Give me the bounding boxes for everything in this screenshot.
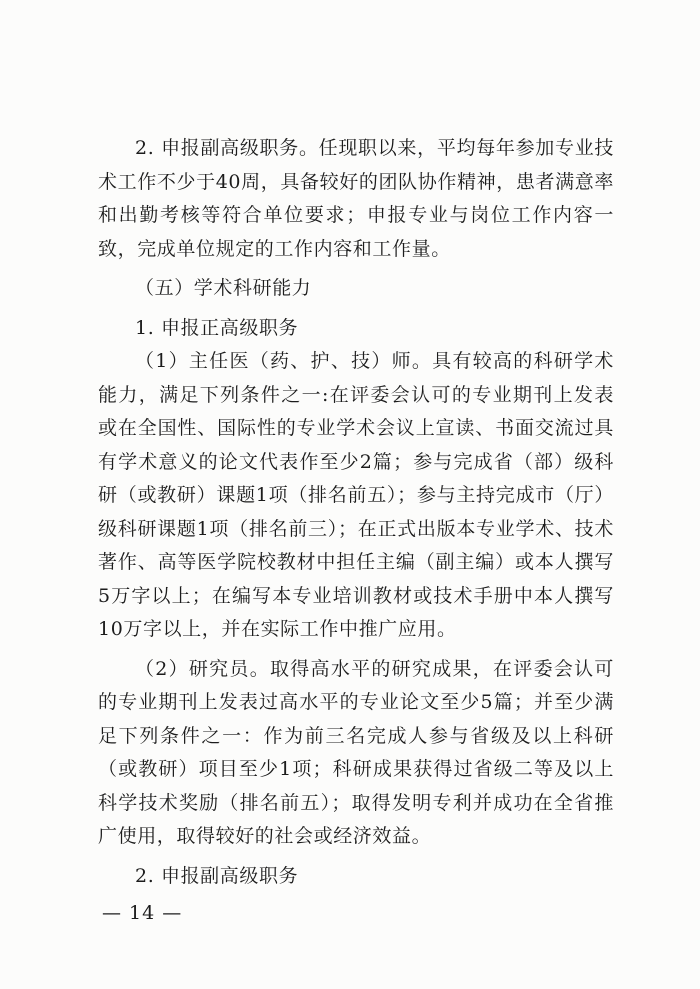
paragraph-researcher: （2）研究员。取得高水平的研究成果，在评委会认可的专业期刊上发表过高水平的专业论文至少5篇；并至少满足下列条件之一：作为前三名完成人参与省级及以上科研（或教研）项目至少1项；科研成果获得过省级二等及以上科学技术奖励（排名前五）；取得发明专利并成功在全省推广使用，取得较好的社会或经济效益。 xyxy=(98,657,614,847)
document-body xyxy=(98,132,614,893)
paragraph-associate-senior-work: 2. 申报副高级职务。任现职以来，平均每年参加专业技术工作不少于40周，具备较好的团队协作精神，患者满意率和出勤考核等符合单位要求；申报专业与岗位工作内容一致，完成单位规定的工作内容和工作量。 xyxy=(98,137,614,260)
subheading-full-senior: 1. 申报正高级职务 xyxy=(135,316,299,339)
page-number: — 14 — xyxy=(102,902,183,924)
paragraph-chief-physician: （1）主任医（药、护、技）师。具有较高的科研学术能力，满足下列条件之一:在评委会认可的专业期刊上发表或在全国性、国际性的专业学术会议上宣读、书面交流过具有学术意义的论文代表作至少2篇；参与完成省（部）级科研（或教研）课题1项（排名前五）；参与主持完成市（厅）级科研课题1项（排名前三）；在正式出版本专业学术、技术著作、高等医学院校教材中担任主编（副主编）或本人撰写5万字以上；在编写本专业培训教材或技术手册中本人撰写10万字以上，并在实际工作中推广应用。 xyxy=(98,350,614,640)
section-heading-academic-research: （五）学术科研能力 xyxy=(135,277,312,299)
subheading-associate-senior: 2. 申报副高级职务 xyxy=(135,864,299,887)
